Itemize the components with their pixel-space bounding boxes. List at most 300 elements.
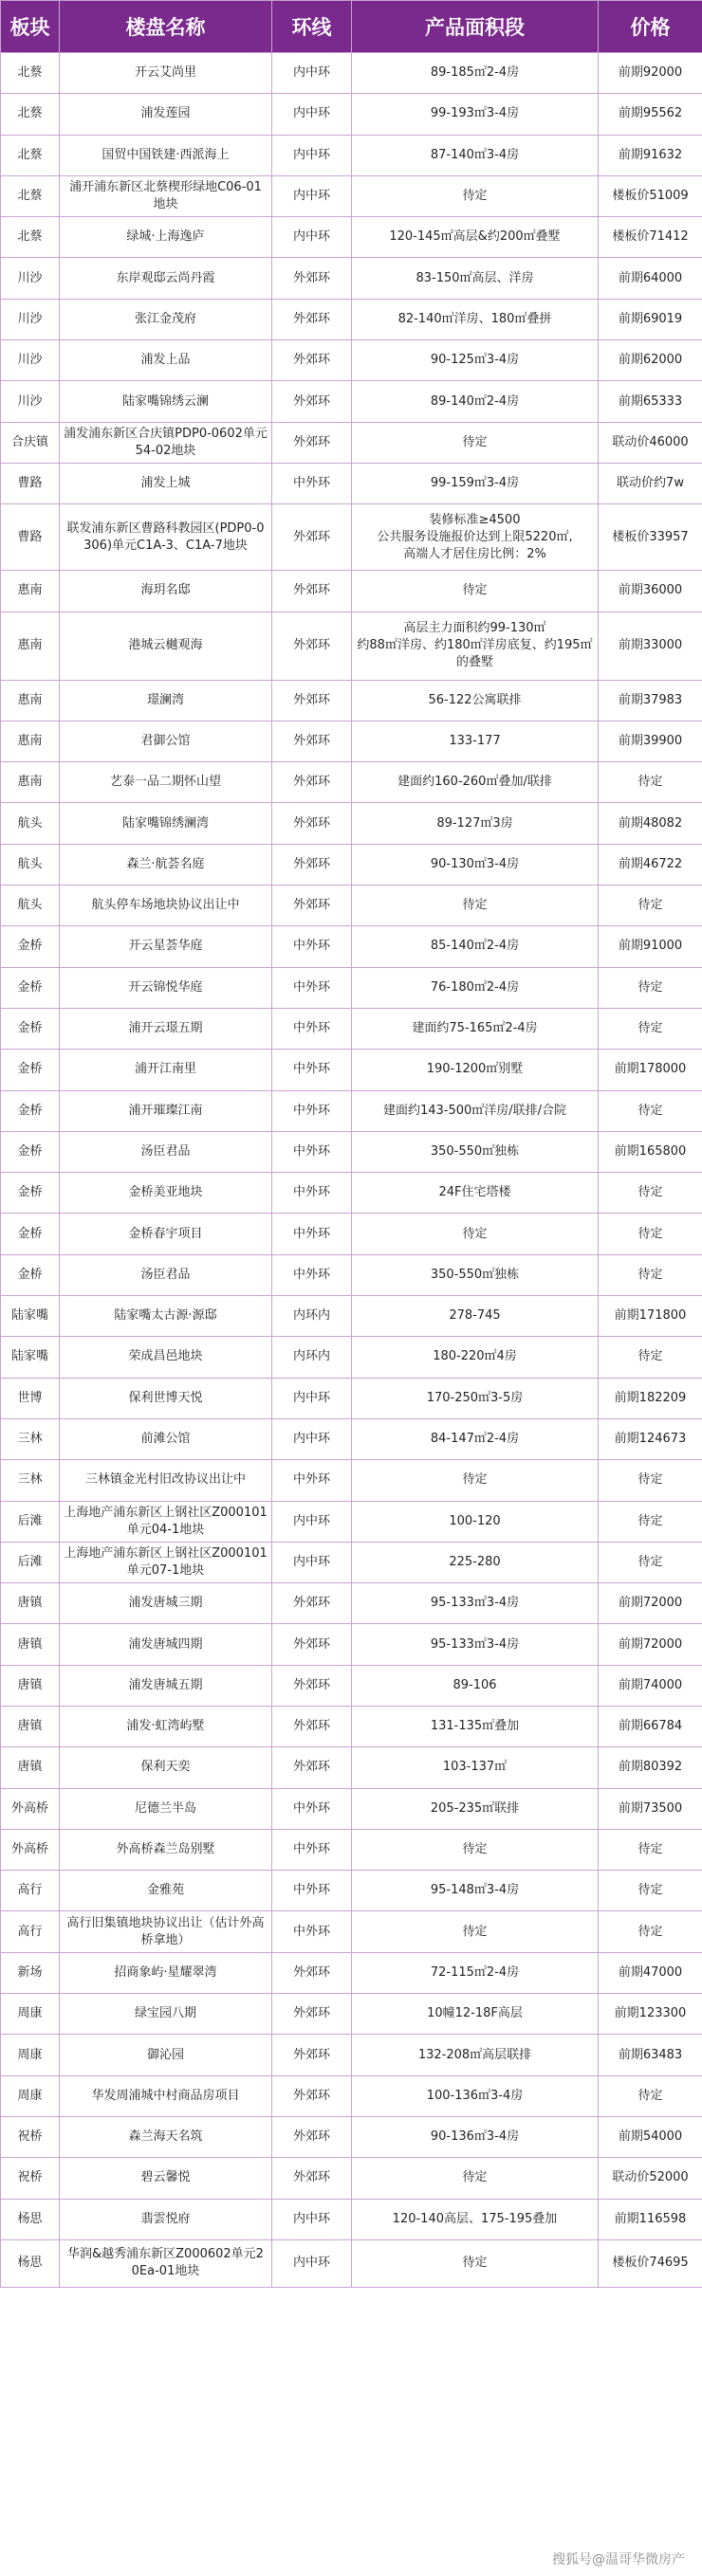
cell-area-range: 待定 [352, 571, 599, 612]
cell-region: 惠南 [1, 721, 60, 761]
cell-price: 前期92000 [599, 53, 702, 94]
cell-price: 前期63483 [599, 2035, 702, 2075]
cell-area-range: 待定 [352, 2158, 599, 2199]
cell-region: 金桥 [1, 926, 60, 967]
cell-ring-road: 外郊环 [272, 1665, 352, 1706]
cell-area-range: 170-250㎡3-5房 [352, 1378, 599, 1418]
cell-project-name: 君御公馆 [60, 721, 272, 761]
table-row [1, 967, 702, 1008]
cell-region: 祝桥 [1, 2158, 60, 2199]
cell-region: 金桥 [1, 1131, 60, 1172]
cell-area-range: 90-136㎡3-4房 [352, 2116, 599, 2157]
cell-area-range: 132-208㎡高层联排 [352, 2035, 599, 2075]
table-row [1, 2116, 702, 2157]
cell-price: 前期73500 [599, 1788, 702, 1829]
header-project-name: 楼盘名称 [60, 1, 272, 53]
cell-price: 前期116598 [599, 2199, 702, 2239]
cell-project-name: 陆家嘴太古源·源邸 [60, 1296, 272, 1337]
cell-region: 周康 [1, 1994, 60, 2035]
cell-project-name: 森兰海天名筑 [60, 2116, 272, 2157]
cell-area-range: 56-122公寓联排 [352, 680, 599, 721]
cell-project-name: 开云锦悦华庭 [60, 967, 272, 1008]
cell-area-range: 99-193㎡3-4房 [352, 94, 599, 135]
cell-project-name: 华润&越秀浦东新区Z000602单元20Ea-01地块 [60, 2239, 272, 2287]
cell-project-name: 绿城·上海逸庐 [60, 217, 272, 258]
header-region: 板块 [1, 1, 60, 53]
cell-ring-road: 中外环 [272, 463, 352, 503]
table-row [1, 2199, 702, 2239]
cell-project-name: 港城云樾观海 [60, 612, 272, 680]
cell-price: 待定 [599, 1337, 702, 1378]
cell-area-range: 待定 [352, 2239, 599, 2287]
cell-project-name: 浦开江南里 [60, 1050, 272, 1090]
cell-price: 待定 [599, 2075, 702, 2116]
cell-project-name: 前滩公馆 [60, 1418, 272, 1459]
cell-area-range: 89-106 [352, 1665, 599, 1706]
cell-region: 唐镇 [1, 1747, 60, 1788]
table-row [1, 612, 702, 680]
table-row [1, 2239, 702, 2287]
cell-ring-road: 外郊环 [272, 258, 352, 299]
cell-region: 杨思 [1, 2199, 60, 2239]
cell-price: 前期37983 [599, 680, 702, 721]
cell-ring-road: 中外环 [272, 1460, 352, 1501]
cell-ring-road: 外郊环 [272, 2075, 352, 2116]
cell-area-range: 83-150㎡高层、洋房 [352, 258, 599, 299]
cell-region: 惠南 [1, 762, 60, 803]
cell-project-name: 浦发唐城五期 [60, 1665, 272, 1706]
cell-project-name: 翡雲悦府 [60, 2199, 272, 2239]
cell-ring-road: 外郊环 [272, 340, 352, 381]
cell-price: 待定 [599, 1501, 702, 1542]
cell-region: 金桥 [1, 1090, 60, 1131]
cell-region: 川沙 [1, 299, 60, 339]
cell-project-name: 浦发上品 [60, 340, 272, 381]
cell-area-range: 100-120 [352, 1501, 599, 1542]
cell-area-range: 高层主力面积约99-130㎡ 约88㎡洋房、约180㎡洋房底复、约195㎡的叠墅 [352, 612, 599, 680]
cell-region: 周康 [1, 2035, 60, 2075]
cell-ring-road: 中外环 [272, 1173, 352, 1214]
cell-price: 前期80392 [599, 1747, 702, 1788]
cell-area-range: 99-159㎡3-4房 [352, 463, 599, 503]
table-row [1, 1214, 702, 1254]
cell-area-range: 82-140㎡洋房、180㎡叠拼 [352, 299, 599, 339]
cell-area-range: 84-147㎡2-4房 [352, 1418, 599, 1459]
table-row [1, 1952, 702, 1993]
cell-region: 三林 [1, 1418, 60, 1459]
table-row [1, 1871, 702, 1911]
table-row [1, 2075, 702, 2116]
cell-area-range: 建面约75-165㎡2-4房 [352, 1008, 599, 1049]
cell-ring-road: 外郊环 [272, 2116, 352, 2157]
cell-area-range: 89-140㎡2-4房 [352, 381, 599, 422]
cell-ring-road: 中外环 [272, 1050, 352, 1090]
cell-price: 待定 [599, 967, 702, 1008]
cell-price: 前期74000 [599, 1665, 702, 1706]
cell-price: 待定 [599, 1090, 702, 1131]
cell-project-name: 航头停车场地块协议出让中 [60, 886, 272, 926]
cell-area-range: 待定 [352, 1214, 599, 1254]
cell-area-range: 180-220㎡4房 [352, 1337, 599, 1378]
cell-region: 杨思 [1, 2239, 60, 2287]
cell-project-name: 璟澜湾 [60, 680, 272, 721]
table-row [1, 1254, 702, 1295]
cell-price: 待定 [599, 1911, 702, 1952]
cell-area-range: 建面约160-260㎡叠加/联排 [352, 762, 599, 803]
cell-price: 前期182209 [599, 1378, 702, 1418]
cell-ring-road: 内中环 [272, 175, 352, 216]
cell-project-name: 国贸中国铁建·西派海上 [60, 135, 272, 175]
cell-region: 北蔡 [1, 135, 60, 175]
cell-region: 惠南 [1, 680, 60, 721]
cell-ring-road: 中外环 [272, 1090, 352, 1131]
cell-region: 祝桥 [1, 2116, 60, 2157]
table-row [1, 299, 702, 339]
table-row [1, 1173, 702, 1214]
cell-region: 唐镇 [1, 1706, 60, 1746]
table-row [1, 1460, 702, 1501]
cell-region: 北蔡 [1, 217, 60, 258]
cell-price: 待定 [599, 762, 702, 803]
table-row [1, 1788, 702, 1829]
cell-area-range: 90-125㎡3-4房 [352, 340, 599, 381]
cell-project-name: 金桥美亚地块 [60, 1173, 272, 1214]
cell-area-range: 90-130㎡3-4房 [352, 844, 599, 885]
cell-project-name: 陆家嘴锦绣云澜 [60, 381, 272, 422]
cell-ring-road: 外郊环 [272, 422, 352, 463]
cell-project-name: 浦开璀璨江南 [60, 1090, 272, 1131]
cell-region: 惠南 [1, 571, 60, 612]
cell-ring-road: 内环内 [272, 1337, 352, 1378]
cell-price: 前期91000 [599, 926, 702, 967]
cell-region: 陆家嘴 [1, 1296, 60, 1337]
table-row [1, 1542, 702, 1582]
cell-project-name: 招商象屿·星耀翠湾 [60, 1952, 272, 1993]
cell-price: 前期124673 [599, 1418, 702, 1459]
cell-ring-road: 外郊环 [272, 504, 352, 571]
cell-ring-road: 外郊环 [272, 762, 352, 803]
header-area-range: 产品面积段 [352, 1, 599, 53]
cell-ring-road: 外郊环 [272, 803, 352, 844]
cell-project-name: 艺泰一品二期怀山望 [60, 762, 272, 803]
table-row [1, 844, 702, 885]
table-row [1, 1583, 702, 1624]
cell-region: 新场 [1, 1952, 60, 1993]
cell-ring-road: 外郊环 [272, 1994, 352, 2035]
cell-area-range: 350-550㎡独栋 [352, 1131, 599, 1172]
cell-area-range: 225-280 [352, 1542, 599, 1582]
cell-area-range: 待定 [352, 886, 599, 926]
table-header-row [1, 1, 702, 53]
cell-ring-road: 内中环 [272, 1501, 352, 1542]
cell-price: 前期66784 [599, 1706, 702, 1746]
table-row [1, 1050, 702, 1090]
cell-project-name: 浦发唐城三期 [60, 1583, 272, 1624]
cell-ring-road: 内中环 [272, 2199, 352, 2239]
table-row [1, 422, 702, 463]
cell-project-name: 浦开浦东新区北蔡楔形绿地C06-01地块 [60, 175, 272, 216]
cell-price: 前期178000 [599, 1050, 702, 1090]
table-row [1, 1090, 702, 1131]
cell-area-range: 待定 [352, 1829, 599, 1870]
cell-area-range: 装修标准≥4500 公共服务设施报价达到上限5220㎡, 高端人才居住房比例：2% [352, 504, 599, 571]
table-row [1, 1501, 702, 1542]
cell-project-name: 华发周浦城中村商品房项目 [60, 2075, 272, 2116]
cell-ring-road: 中外环 [272, 1871, 352, 1911]
cell-region: 惠南 [1, 612, 60, 680]
cell-ring-road: 中外环 [272, 1829, 352, 1870]
table-row [1, 1008, 702, 1049]
table-row [1, 926, 702, 967]
cell-area-range: 133-177 [352, 721, 599, 761]
cell-project-name: 联发浦东新区曹路科教园区(PDP0-0306)单元C1A-3、C1A-7地块 [60, 504, 272, 571]
cell-region: 曹路 [1, 504, 60, 571]
cell-area-range: 待定 [352, 175, 599, 216]
cell-project-name: 尼德兰半岛 [60, 1788, 272, 1829]
cell-project-name: 浦开云璟五期 [60, 1008, 272, 1049]
cell-ring-road: 外郊环 [272, 612, 352, 680]
cell-price: 前期33000 [599, 612, 702, 680]
cell-price: 前期54000 [599, 2116, 702, 2157]
cell-region: 合庆镇 [1, 422, 60, 463]
cell-region: 周康 [1, 2075, 60, 2116]
cell-price: 前期39900 [599, 721, 702, 761]
cell-region: 川沙 [1, 340, 60, 381]
cell-area-range: 待定 [352, 422, 599, 463]
cell-price: 前期36000 [599, 571, 702, 612]
cell-region: 金桥 [1, 1173, 60, 1214]
table-row [1, 1665, 702, 1706]
table-row [1, 1829, 702, 1870]
cell-ring-road: 中外环 [272, 1214, 352, 1254]
table-row [1, 381, 702, 422]
cell-area-range: 95-133㎡3-4房 [352, 1583, 599, 1624]
table-row [1, 2035, 702, 2075]
cell-project-name: 浦发上城 [60, 463, 272, 503]
table-row [1, 463, 702, 503]
table-row [1, 803, 702, 844]
table-row [1, 886, 702, 926]
cell-ring-road: 外郊环 [272, 571, 352, 612]
cell-project-name: 三林镇金光村旧改协议出让中 [60, 1460, 272, 1501]
cell-project-name: 海玥名邸 [60, 571, 272, 612]
cell-project-name: 森兰·航荟名庭 [60, 844, 272, 885]
table-row [1, 53, 702, 94]
cell-area-range: 120-145㎡高层&约200㎡叠墅 [352, 217, 599, 258]
cell-price: 前期171800 [599, 1296, 702, 1337]
cell-region: 高行 [1, 1871, 60, 1911]
cell-region: 陆家嘴 [1, 1337, 60, 1378]
cell-ring-road: 外郊环 [272, 1624, 352, 1665]
cell-region: 北蔡 [1, 175, 60, 216]
table-row [1, 1418, 702, 1459]
cell-region: 后滩 [1, 1501, 60, 1542]
cell-ring-road: 外郊环 [272, 2158, 352, 2199]
cell-region: 金桥 [1, 1050, 60, 1090]
cell-area-range: 87-140㎡3-4房 [352, 135, 599, 175]
cell-ring-road: 外郊环 [272, 844, 352, 885]
cell-project-name: 金桥春宇项目 [60, 1214, 272, 1254]
cell-ring-road: 中外环 [272, 1254, 352, 1295]
cell-project-name: 开云艾尚里 [60, 53, 272, 94]
cell-price: 待定 [599, 1829, 702, 1870]
cell-region: 北蔡 [1, 94, 60, 135]
cell-price: 前期64000 [599, 258, 702, 299]
cell-region: 三林 [1, 1460, 60, 1501]
cell-ring-road: 中外环 [272, 1131, 352, 1172]
cell-region: 金桥 [1, 1254, 60, 1295]
cell-ring-road: 内中环 [272, 217, 352, 258]
cell-area-range: 278-745 [352, 1296, 599, 1337]
cell-area-range: 待定 [352, 1460, 599, 1501]
cell-region: 唐镇 [1, 1583, 60, 1624]
cell-project-name: 金雅苑 [60, 1871, 272, 1911]
cell-price: 前期65333 [599, 381, 702, 422]
table-row [1, 1296, 702, 1337]
cell-region: 航头 [1, 844, 60, 885]
cell-project-name: 御沁园 [60, 2035, 272, 2075]
cell-price: 联动价46000 [599, 422, 702, 463]
cell-region: 金桥 [1, 967, 60, 1008]
cell-area-range: 95-133㎡3-4房 [352, 1624, 599, 1665]
cell-region: 高行 [1, 1911, 60, 1952]
cell-area-range: 76-180㎡2-4房 [352, 967, 599, 1008]
watermark: 搜狐号@温哥华微房产 [548, 2548, 689, 2570]
cell-region: 外高桥 [1, 1788, 60, 1829]
table-body [1, 53, 702, 2288]
cell-ring-road: 内中环 [272, 1418, 352, 1459]
cell-project-name: 碧云馨悦 [60, 2158, 272, 2199]
table-row [1, 258, 702, 299]
cell-project-name: 汤臣君品 [60, 1254, 272, 1295]
cell-region: 航头 [1, 886, 60, 926]
table-row [1, 762, 702, 803]
table-row [1, 571, 702, 612]
cell-region: 金桥 [1, 1214, 60, 1254]
cell-price: 待定 [599, 1214, 702, 1254]
table-row [1, 1706, 702, 1746]
cell-region: 唐镇 [1, 1624, 60, 1665]
cell-project-name: 浦发浦东新区合庆镇PDP0-0602单元54-02地块 [60, 422, 272, 463]
cell-price: 待定 [599, 1254, 702, 1295]
cell-ring-road: 外郊环 [272, 1706, 352, 1746]
cell-area-range: 待定 [352, 1911, 599, 1952]
table-row [1, 2158, 702, 2199]
cell-project-name: 浦发唐城四期 [60, 1624, 272, 1665]
cell-region: 曹路 [1, 463, 60, 503]
cell-project-name: 汤臣君品 [60, 1131, 272, 1172]
cell-ring-road: 内中环 [272, 53, 352, 94]
table-row [1, 94, 702, 135]
cell-price: 待定 [599, 1542, 702, 1582]
cell-price: 楼板价71412 [599, 217, 702, 258]
cell-area-range: 103-137㎡ [352, 1747, 599, 1788]
cell-area-range: 120-140高层、175-195叠加 [352, 2199, 599, 2239]
cell-ring-road: 内中环 [272, 1378, 352, 1418]
cell-ring-road: 内中环 [272, 2239, 352, 2287]
cell-ring-road: 内中环 [272, 1542, 352, 1582]
cell-ring-road: 内中环 [272, 94, 352, 135]
cell-ring-road: 外郊环 [272, 721, 352, 761]
cell-price: 前期123300 [599, 1994, 702, 2035]
cell-region: 金桥 [1, 1008, 60, 1049]
cell-area-range: 建面约143-500㎡洋房/联排/合院 [352, 1090, 599, 1131]
cell-ring-road: 中外环 [272, 1788, 352, 1829]
cell-price: 前期69019 [599, 299, 702, 339]
cell-project-name: 东岸观邸云尚丹霞 [60, 258, 272, 299]
cell-area-range: 89-127㎡3房 [352, 803, 599, 844]
cell-ring-road: 中外环 [272, 967, 352, 1008]
cell-price: 前期48082 [599, 803, 702, 844]
cell-ring-road: 中外环 [272, 1008, 352, 1049]
table-row [1, 1911, 702, 1952]
cell-area-range: 24F住宅塔楼 [352, 1173, 599, 1214]
cell-region: 川沙 [1, 258, 60, 299]
cell-price: 前期165800 [599, 1131, 702, 1172]
cell-region: 川沙 [1, 381, 60, 422]
cell-price: 待定 [599, 1173, 702, 1214]
cell-project-name: 陆家嘴锦绣澜湾 [60, 803, 272, 844]
cell-project-name: 张江金茂府 [60, 299, 272, 339]
table-row [1, 721, 702, 761]
cell-ring-road: 中外环 [272, 1911, 352, 1952]
header-price: 价格 [599, 1, 702, 53]
cell-area-range: 89-185㎡2-4房 [352, 53, 599, 94]
cell-price: 待定 [599, 1460, 702, 1501]
cell-region: 世博 [1, 1378, 60, 1418]
cell-area-range: 205-235㎡联排 [352, 1788, 599, 1829]
cell-region: 唐镇 [1, 1665, 60, 1706]
cell-price: 待定 [599, 1871, 702, 1911]
table-row [1, 1378, 702, 1418]
cell-ring-road: 外郊环 [272, 680, 352, 721]
cell-region: 航头 [1, 803, 60, 844]
cell-project-name: 保利天奕 [60, 1747, 272, 1788]
cell-area-range: 131-135㎡叠加 [352, 1706, 599, 1746]
cell-area-range: 350-550㎡独栋 [352, 1254, 599, 1295]
cell-project-name: 上海地产浦东新区上钢社区Z000101单元07-1地块 [60, 1542, 272, 1582]
table-row [1, 1624, 702, 1665]
cell-project-name: 荣成昌邑地块 [60, 1337, 272, 1378]
header-ring-road: 环线 [272, 1, 352, 53]
cell-price: 前期91632 [599, 135, 702, 175]
cell-area-range: 190-1200㎡别墅 [352, 1050, 599, 1090]
table-row [1, 135, 702, 175]
cell-project-name: 浦发莲园 [60, 94, 272, 135]
cell-price: 前期72000 [599, 1583, 702, 1624]
table-row [1, 1747, 702, 1788]
table-row [1, 217, 702, 258]
cell-price: 前期62000 [599, 340, 702, 381]
cell-region: 外高桥 [1, 1829, 60, 1870]
cell-ring-road: 外郊环 [272, 1952, 352, 1993]
cell-ring-road: 外郊环 [272, 381, 352, 422]
cell-project-name: 高行旧集镇地块协议出让（估计外高桥拿地） [60, 1911, 272, 1952]
cell-ring-road: 内环内 [272, 1296, 352, 1337]
cell-project-name: 绿宝园八期 [60, 1994, 272, 2035]
cell-region: 北蔡 [1, 53, 60, 94]
cell-area-range: 85-140㎡2-4房 [352, 926, 599, 967]
cell-ring-road: 内中环 [272, 135, 352, 175]
table-row [1, 1994, 702, 2035]
cell-ring-road: 中外环 [272, 926, 352, 967]
cell-price: 联动价约7w [599, 463, 702, 503]
cell-project-name: 上海地产浦东新区上钢社区Z000101单元04-1地块 [60, 1501, 272, 1542]
cell-ring-road: 外郊环 [272, 886, 352, 926]
cell-ring-road: 外郊环 [272, 1583, 352, 1624]
cell-price: 前期47000 [599, 1952, 702, 1993]
cell-area-range: 72-115㎡2-4房 [352, 1952, 599, 1993]
